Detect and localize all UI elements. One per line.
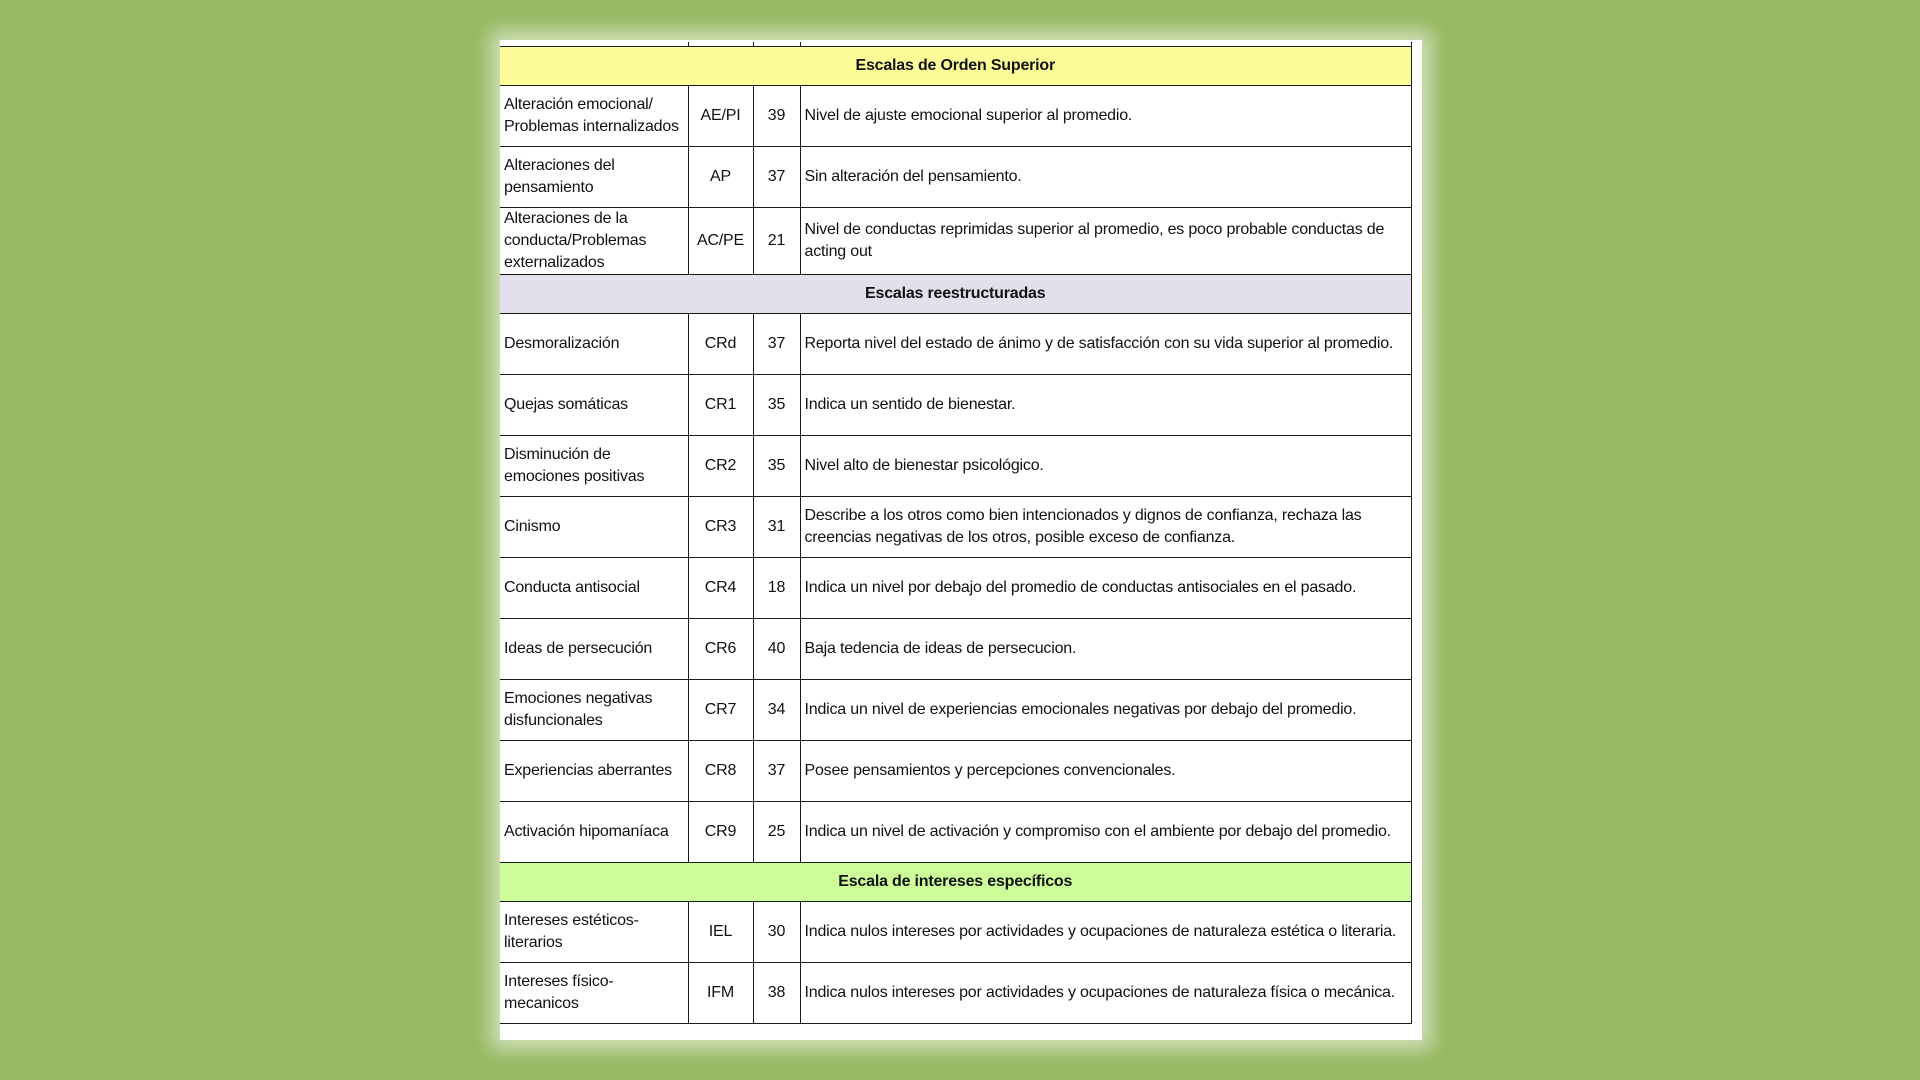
scale-name: Alteración emocional/ Problemas internalizados — [500, 86, 688, 147]
table-row — [500, 741, 1411, 802]
scale-score: 18 — [753, 558, 800, 619]
scale-score: 37 — [753, 741, 800, 802]
scale-interpretation: Indica un nivel por debajo del promedio de conductas antisociales en el pasado. — [800, 558, 1411, 619]
table-row — [500, 802, 1411, 863]
scale-score: 30 — [753, 902, 800, 963]
scale-name: Desmoralización — [500, 314, 688, 375]
scale-interpretation: Indica un nivel de experiencias emocionales negativas por debajo del promedio. — [800, 680, 1411, 741]
scale-interpretation: Reporta nivel del estado de ánimo y de satisfacción con su vida superior al promedio. — [800, 314, 1411, 375]
scale-name: Activación hipomaníaca — [500, 802, 688, 863]
scale-abbreviation: AP — [688, 147, 753, 208]
scale-name: Conducta antisocial — [500, 558, 688, 619]
scale-interpretation: Indica nulos intereses por actividades y ocupaciones de naturaleza física o mecánica. — [800, 963, 1411, 1024]
scale-name: Disminución de emociones positivas — [500, 436, 688, 497]
scale-name: Intereses estéticos-literarios — [500, 902, 688, 963]
scale-abbreviation: CRd — [688, 314, 753, 375]
scale-score: 31 — [753, 497, 800, 558]
table-row — [500, 314, 1411, 375]
scale-interpretation: Posee pensamientos y percepciones convencionales. — [800, 741, 1411, 802]
scale-abbreviation: CR7 — [688, 680, 753, 741]
section-title: Escala de intereses específicos — [500, 863, 1411, 902]
scales-table — [500, 42, 1412, 1024]
section-header-intereses — [500, 863, 1411, 902]
scale-score: 35 — [753, 375, 800, 436]
scale-abbreviation: CR3 — [688, 497, 753, 558]
scale-score: 34 — [753, 680, 800, 741]
scale-name: Experiencias aberrantes — [500, 741, 688, 802]
scale-abbreviation: AE/PI — [688, 86, 753, 147]
table-row — [500, 963, 1411, 1024]
section-title: Escalas reestructuradas — [500, 275, 1411, 314]
table-row — [500, 375, 1411, 436]
scale-score: 37 — [753, 314, 800, 375]
scale-name: Alteraciones de la conducta/Problemas externalizados — [500, 208, 688, 275]
scale-score: 39 — [753, 86, 800, 147]
scale-interpretation: Describe a los otros como bien intencionados y dignos de confianza, rechaza las creencias negativas de los otros, posible exceso de confianza. — [800, 497, 1411, 558]
scale-name: Ideas de persecución — [500, 619, 688, 680]
scale-score: 21 — [753, 208, 800, 275]
scale-abbreviation: CR4 — [688, 558, 753, 619]
section-header-orden-superior — [500, 47, 1411, 86]
scale-abbreviation: IFM — [688, 963, 753, 1024]
scale-score: 35 — [753, 436, 800, 497]
scale-name: Emociones negativas disfuncionales — [500, 680, 688, 741]
scale-score: 38 — [753, 963, 800, 1024]
scale-name: Intereses físico-mecanicos — [500, 963, 688, 1024]
table-row — [500, 558, 1411, 619]
table-row — [500, 86, 1411, 147]
section-header-reestructuradas — [500, 275, 1411, 314]
scale-name: Cinismo — [500, 497, 688, 558]
scale-interpretation: Indica un sentido de bienestar. — [800, 375, 1411, 436]
scale-abbreviation: CR1 — [688, 375, 753, 436]
scale-interpretation: Nivel de ajuste emocional superior al promedio. — [800, 86, 1411, 147]
scale-interpretation: Nivel de conductas reprimidas superior al promedio, es poco probable conductas de acting out — [800, 208, 1411, 275]
scale-abbreviation: CR9 — [688, 802, 753, 863]
scale-score: 25 — [753, 802, 800, 863]
scale-abbreviation: CR2 — [688, 436, 753, 497]
scale-interpretation: Indica un nivel de activación y compromiso con el ambiente por debajo del promedio. — [800, 802, 1411, 863]
section-title: Escalas de Orden Superior — [500, 47, 1411, 86]
table-row — [500, 208, 1411, 275]
table-row — [500, 147, 1411, 208]
scale-abbreviation: CR8 — [688, 741, 753, 802]
scale-score: 40 — [753, 619, 800, 680]
scale-score: 37 — [753, 147, 800, 208]
scale-abbreviation: CR6 — [688, 619, 753, 680]
scale-interpretation: Baja tedencia de ideas de persecucion. — [800, 619, 1411, 680]
scale-abbreviation: AC/PE — [688, 208, 753, 275]
scale-interpretation: Indica nulos intereses por actividades y ocupaciones de naturaleza estética o literaria. — [800, 902, 1411, 963]
scale-abbreviation: IEL — [688, 902, 753, 963]
spreadsheet-page — [500, 40, 1422, 1040]
table-row — [500, 680, 1411, 741]
scale-name: Quejas somáticas — [500, 375, 688, 436]
table-row — [500, 619, 1411, 680]
scale-name: Alteraciones del pensamiento — [500, 147, 688, 208]
table-row — [500, 497, 1411, 558]
table-row — [500, 902, 1411, 963]
scale-interpretation: Sin alteración del pensamiento. — [800, 147, 1411, 208]
scale-interpretation: Nivel alto de bienestar psicológico. — [800, 436, 1411, 497]
table-row — [500, 436, 1411, 497]
